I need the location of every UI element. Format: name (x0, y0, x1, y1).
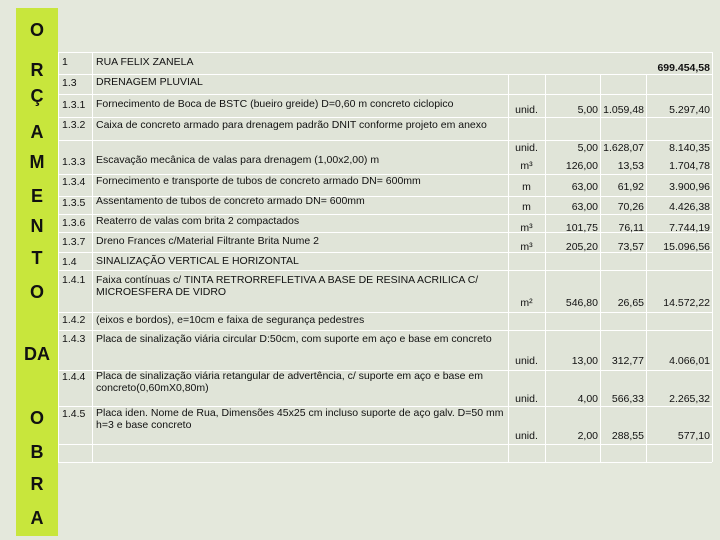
item-unit-price: 26,65 (617, 297, 644, 309)
side-letter: M (29, 152, 45, 172)
item-code: 1.3.3 (62, 156, 86, 168)
item-quantity: 63,00 (571, 181, 598, 193)
item-code: 1.3.6 (62, 217, 86, 229)
item-total: 2.265,32 (669, 393, 710, 405)
item-unit: unid. (515, 430, 538, 442)
item-unit: unid. (515, 393, 538, 405)
item-unit-price: 73,57 (617, 241, 644, 253)
side-letter: A (30, 122, 44, 142)
grid-line (58, 52, 712, 53)
item-unit: unid. (515, 142, 538, 154)
item-total: 577,10 (677, 430, 710, 442)
item-unit-price: 70,26 (617, 201, 644, 213)
item-description: Fornecimento e transporte de tubos de concreto armado DN= 600mm (96, 175, 421, 187)
grid-line (712, 52, 713, 462)
item-unit-price: 312,77 (611, 355, 644, 367)
item-code: 1.3.1 (62, 99, 86, 111)
item-unit: m³ (520, 160, 533, 172)
item-description: Caixa de concreto armado para drenagem padrão DNIT conforme projeto em anexo (96, 119, 487, 131)
item-unit-price: 13,53 (617, 160, 644, 172)
grid-line (92, 52, 93, 462)
item-total: 8.140,35 (669, 142, 710, 154)
item-code: 1.4 (62, 256, 77, 268)
item-unit-price: 566,33 (611, 393, 644, 405)
item-total: 699.454,58 (657, 62, 710, 74)
item-description: Assentamento de tubos de concreto armado DN= 600mm (96, 195, 365, 207)
item-unit: m³ (520, 241, 533, 253)
item-quantity: 205,20 (565, 241, 598, 253)
item-total: 4.426,38 (669, 201, 710, 213)
item-description: Faixa contínuas c/ TINTA RETRORREFLETIVA A BASE DE RESINA ACRILICA C/ MICROESFERA DE VIDRO (96, 274, 479, 298)
item-unit-price: 61,92 (617, 181, 644, 193)
side-letter: DA (24, 344, 50, 364)
grid-line (58, 52, 59, 462)
item-code: 1.3.4 (62, 176, 86, 188)
grid-line (58, 140, 712, 141)
side-letter: R (30, 474, 44, 494)
item-quantity: 5,00 (577, 104, 598, 116)
item-unit-price: 76,11 (618, 222, 644, 234)
item-code: 1.3.7 (62, 236, 86, 248)
side-letter: T (31, 248, 43, 268)
grid-line (58, 117, 712, 118)
side-letter: B (30, 442, 44, 462)
grid-line (58, 94, 712, 95)
item-code: 1.4.1 (62, 274, 86, 286)
item-total: 5.297,40 (669, 104, 710, 116)
side-letter: O (29, 282, 44, 302)
item-quantity: 126,00 (565, 160, 598, 172)
item-code: 1.3.2 (62, 119, 86, 131)
item-description: RUA FELIX ZANELA (96, 56, 194, 68)
item-description: Placa de sinalização viária retangular de advertência, c/ suporte em aço e base em concreto(0,60mX0,80m) (96, 370, 483, 394)
item-code: 1.4.2 (62, 314, 86, 326)
item-description: Dreno Frances c/Material Filtrante Brita Nume 2 (96, 235, 319, 247)
grid-line (58, 74, 712, 75)
item-code: 1 (62, 56, 68, 68)
item-unit: m (522, 201, 531, 213)
side-letter: R (30, 60, 44, 80)
item-description: Fornecimento de Boca de BSTC (bueiro greide) D=0,60 m concreto ciclopico (96, 98, 454, 110)
item-code: 1.3 (62, 77, 77, 89)
item-quantity: 63,00 (571, 201, 598, 213)
grid-line (58, 444, 712, 445)
item-quantity: 2,00 (577, 430, 598, 442)
item-total: 3.900,96 (669, 181, 710, 193)
item-code: 1.4.4 (62, 371, 86, 383)
side-letter: A (30, 508, 44, 528)
item-total: 1.704,78 (669, 160, 710, 172)
side-title-bar (16, 8, 58, 536)
side-letter: O (29, 408, 44, 428)
item-unit-price: 1.628,07 (603, 142, 644, 154)
item-quantity: 5,00 (577, 142, 598, 154)
item-code: 1.4.3 (62, 333, 86, 345)
grid-line (58, 270, 712, 271)
grid-line (58, 330, 712, 331)
side-letter: O (29, 20, 44, 40)
item-description: (eixos e bordos), e=10cm e faixa de segurança pedestres (96, 314, 365, 326)
item-unit-price: 288,55 (611, 430, 644, 442)
item-description: SINALIZAÇÃO VERTICAL E HORIZONTAL (96, 255, 299, 267)
item-quantity: 546,80 (565, 297, 598, 309)
item-unit-price: 1.059,48 (603, 104, 644, 116)
item-quantity: 101,75 (565, 222, 598, 234)
side-letter: N (30, 216, 44, 236)
item-quantity: 13,00 (571, 355, 598, 367)
item-unit: m² (520, 297, 533, 309)
item-unit: unid. (515, 104, 538, 116)
item-code: 1.4.5 (62, 408, 86, 420)
side-letter: Ç (30, 86, 44, 106)
item-unit: unid. (515, 355, 538, 367)
item-description: Placa iden. Nome de Rua, Dimensões 45x25 cm incluso suporte de aço galv. D=50 mm h=3 e base concreto (96, 407, 504, 431)
item-description: Reaterro de valas com brita 2 compactados (96, 215, 300, 227)
item-unit: m (522, 181, 531, 193)
side-letter: E (30, 186, 43, 206)
item-total: 14.572,22 (663, 297, 710, 309)
grid-line (58, 312, 712, 313)
item-total: 15.096,56 (663, 241, 710, 253)
item-total: 4.066,01 (669, 355, 710, 367)
item-total: 7.744,19 (669, 222, 710, 234)
item-unit: m³ (520, 222, 533, 234)
grid-line (58, 462, 712, 463)
item-quantity: 4,00 (577, 393, 598, 405)
item-description: DRENAGEM PLUVIAL (96, 76, 203, 88)
item-description: Placa de sinalização viária circular D:50cm, com suporte em aço e base em concreto (96, 333, 492, 345)
item-description: Escavação mecânica de valas para drenagem (1,00x2,00) m (96, 154, 380, 166)
item-code: 1.3.5 (62, 197, 86, 209)
